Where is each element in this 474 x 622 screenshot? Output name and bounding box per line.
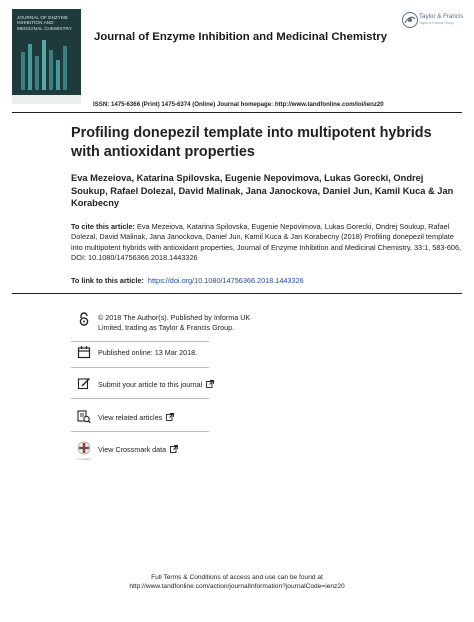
row-divider [71, 341, 209, 342]
citation-label: To cite this article: [71, 222, 135, 231]
published-date: Published online: 13 Mar 2018. [98, 348, 198, 357]
citation-block [71, 222, 463, 264]
issn-homepage-line[interactable]: ISSN: 1475-6366 (Print) 1475-6374 (Online) Journal homepage: http://www.tandfonline.com/loi/ienz20 [93, 101, 384, 108]
journal-name: Journal of Enzyme Inhibition and Medicinal Chemistry [94, 31, 388, 43]
external-link-icon [206, 380, 214, 388]
related-articles-icon [77, 410, 91, 424]
crossmark-link[interactable] [98, 445, 178, 455]
license-text: © 2018 The Author(s). Published by Informa UK Limited, trading as Taylor & Francis Group. [98, 313, 251, 332]
related-articles-link[interactable] [98, 413, 174, 423]
article-doi-link[interactable]: https://doi.org/10.1080/14756366.2018.1443326 [147, 276, 304, 285]
row-divider [71, 398, 209, 399]
publisher-name: Taylor & Francis [419, 13, 464, 20]
submit-article-link[interactable] [98, 380, 214, 390]
article-title: Profiling donepezil template into multipotent hybrids with antioxidant properties [71, 125, 432, 160]
cover-footer-band [12, 95, 81, 104]
article-divider [12, 293, 462, 294]
cover-graphic [16, 38, 76, 90]
row-divider [71, 367, 209, 368]
external-link-icon [170, 445, 178, 453]
calendar-icon [77, 345, 91, 359]
header-divider [12, 112, 462, 113]
journal-cover [12, 9, 81, 104]
footer-line-1: Full Terms & Conditions of access and use can be found at [151, 574, 323, 581]
terms-footer [0, 573, 474, 591]
footer-terms-link[interactable]: http://www.tandfonline.com/action/journalInformation?journalCode=ienz20 [129, 583, 345, 591]
crossmark-icon [76, 441, 92, 457]
cover-title: JOURNAL OF ENZYME INHIBITION AND MEDICINAL CHEMISTRY [17, 15, 72, 31]
row-divider [71, 431, 209, 432]
external-link-icon [166, 413, 174, 421]
crossmark-logo-text: CrossMark [77, 457, 91, 461]
link-label: To link to this article: [71, 276, 144, 285]
related-articles-label: View related articles [98, 413, 163, 422]
publisher-subtitle: Taylor & Francis Group [419, 21, 454, 25]
edit-icon [77, 376, 91, 390]
crossmark-label: View Crossmark data [98, 445, 167, 454]
citation-text: Eva Mezeiova, Katarina Spilovska, Eugenie Nepovimova, Lukas Gorecki, Ondrej Soukup, Rafael Dolezal, David Malinak, Jana Janockova, Daniel Jun, Kamil Kuca & Jan Korabecny (2018) Profiling donepezil template into multipotent hybrids with antioxidant properties, Journal of Enzyme Inhibition and Medicinal Chemistry, 33:1, 583-606, DOI: 10.1080/14756366.2018.1443326 [71, 222, 462, 263]
open-access-icon [77, 312, 91, 326]
article-link-line [71, 276, 304, 285]
article-authors: Eva Mezeiova, Katarina Spilovska, Eugenie Nepovimova, Lukas Gorecki, Ondrej Soukup, Rafael Dolezal, David Malinak, Jana Janockova, Daniel Jun, Kamil Kuca & Jan Korabecny [71, 173, 454, 209]
submit-article-label: Submit your article to this journal [98, 380, 203, 389]
